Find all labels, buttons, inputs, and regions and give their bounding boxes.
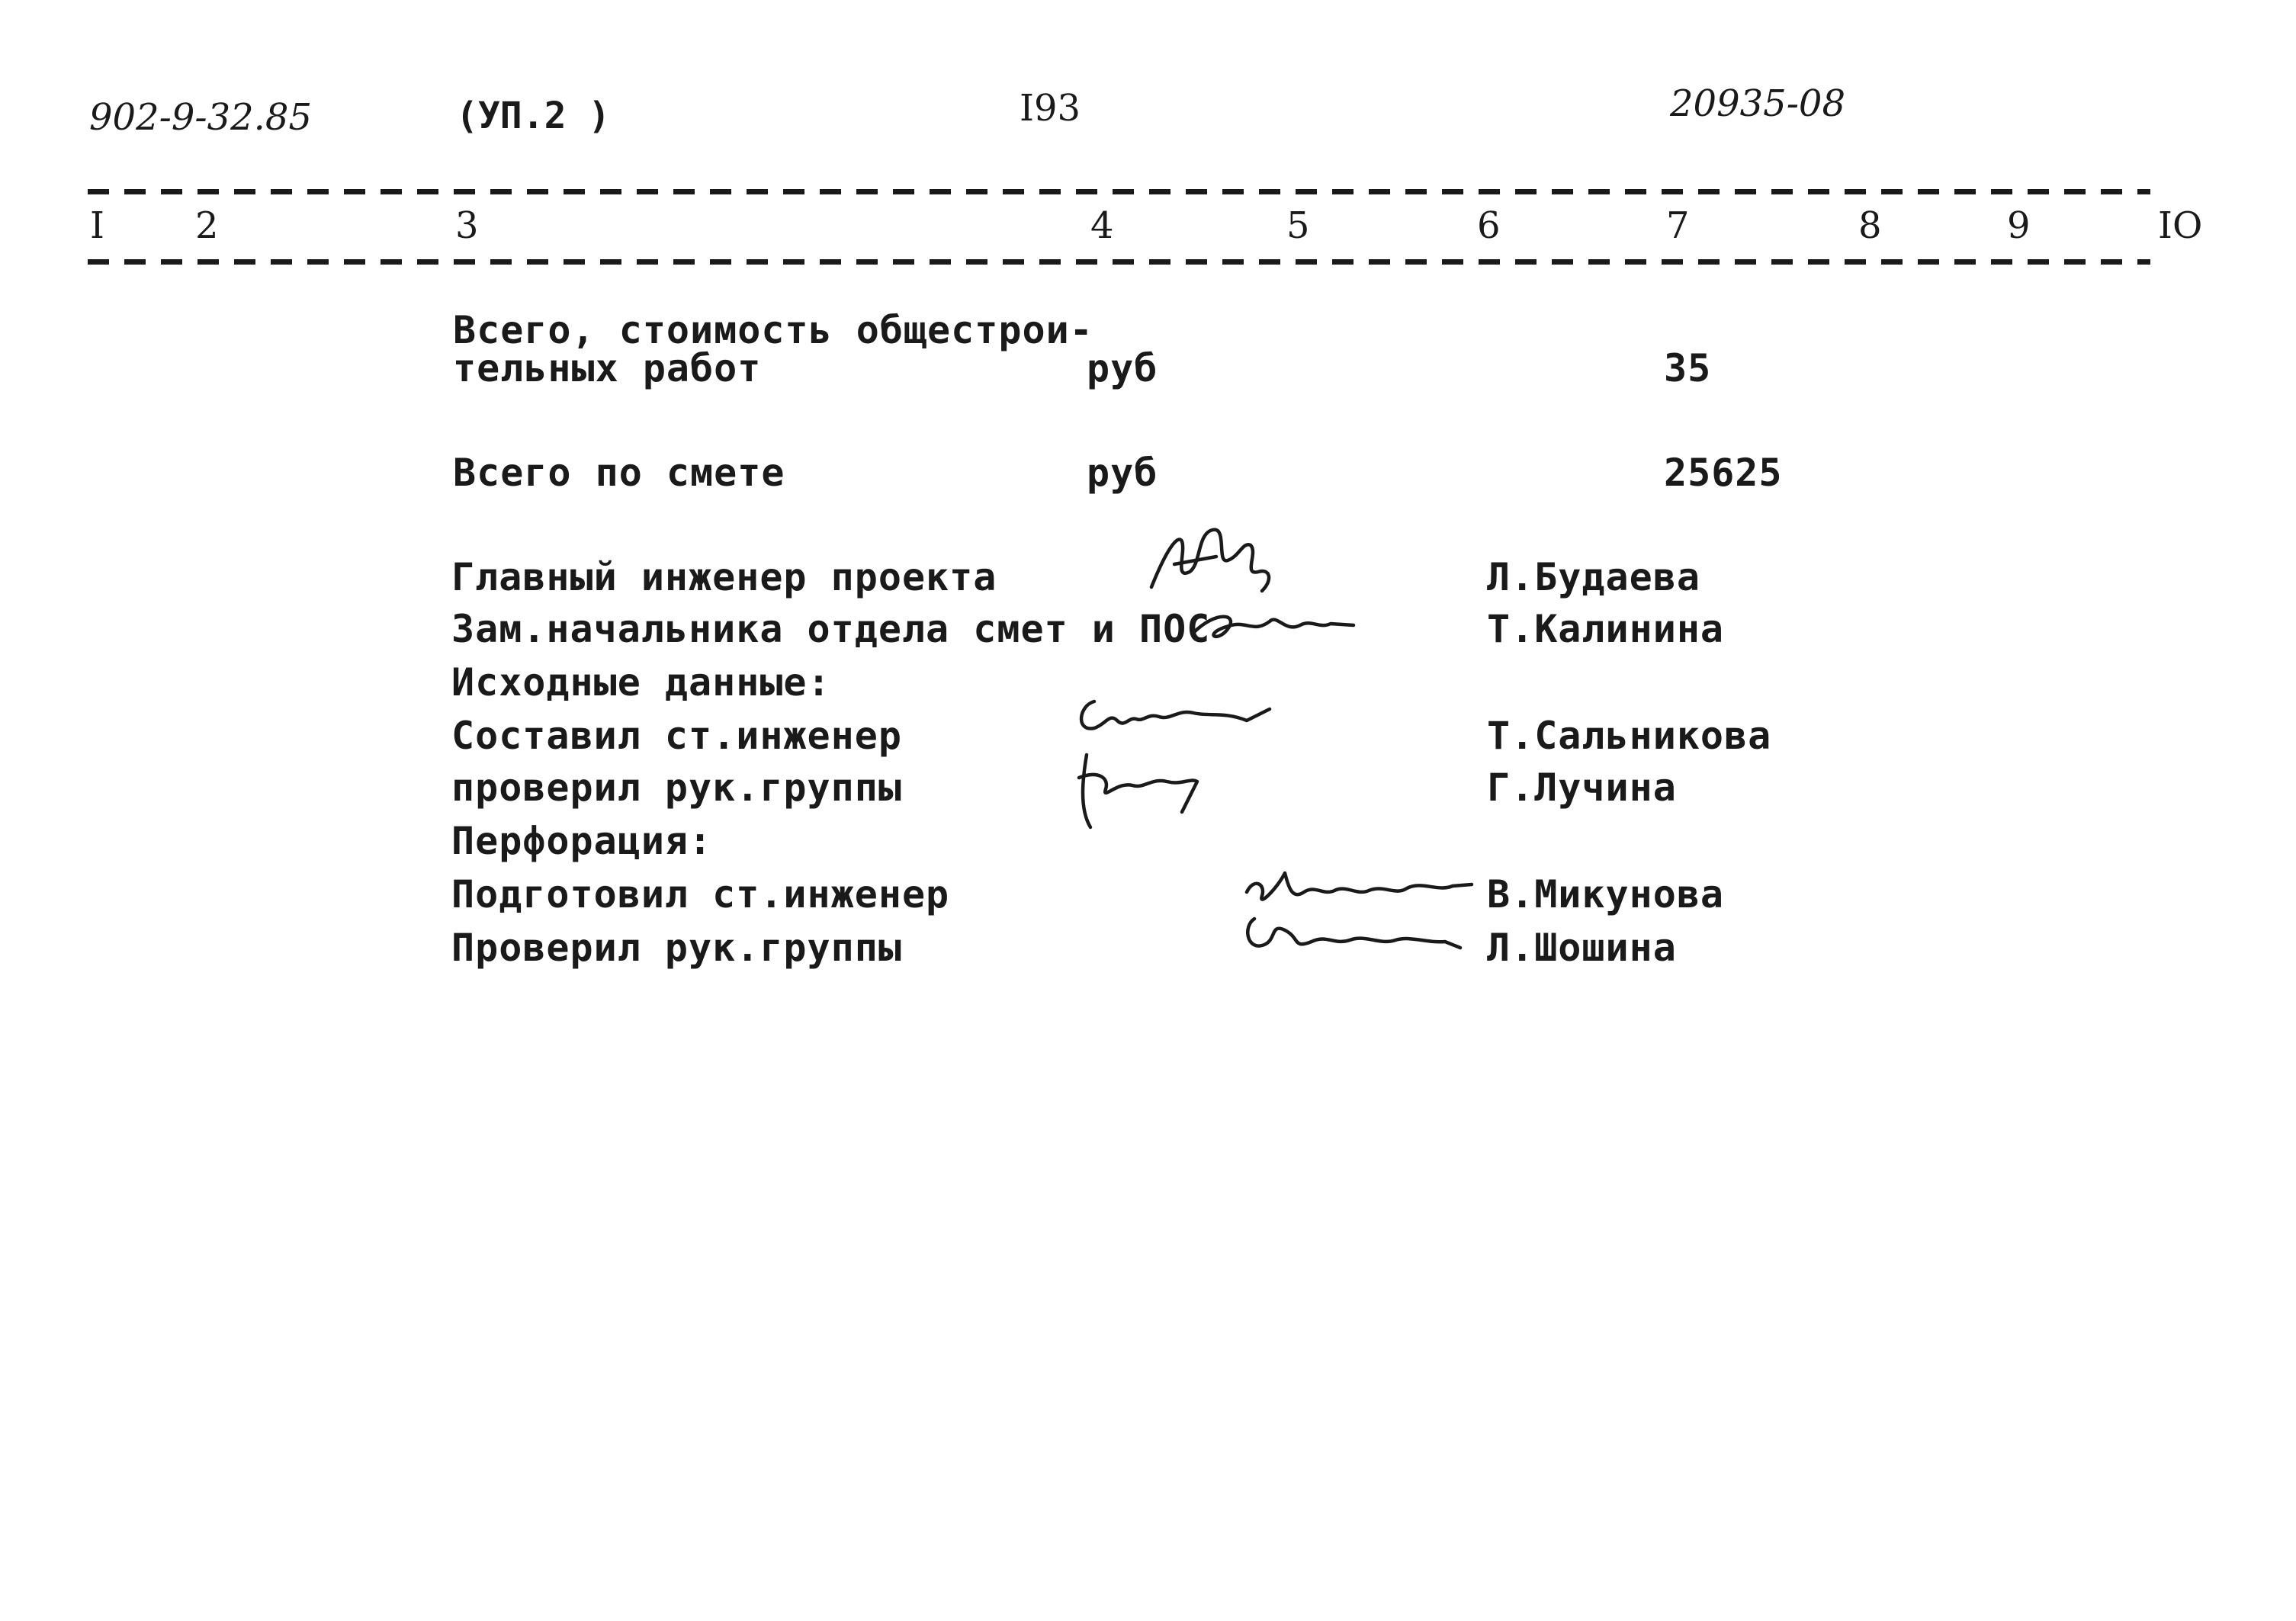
signatory-role: Проверил рук.группы: [451, 926, 902, 970]
signatory-role: Зам.начальника отдела смет и ПОС: [451, 607, 1211, 651]
signatory-name: Л.Шошина: [1487, 926, 1677, 970]
handwritten-signature: [1239, 862, 1483, 915]
page-number: I93: [1020, 87, 1081, 130]
signatory-name: Г.Лучина: [1487, 766, 1677, 810]
total-value: 35: [1664, 346, 1712, 390]
column-index: 9: [2007, 204, 2031, 247]
column-index: 4: [1090, 204, 1114, 247]
section-heading: Исходные данные:: [451, 660, 831, 705]
handwritten-signature: [1239, 911, 1468, 961]
registry-number: 20935-08: [1670, 82, 1845, 125]
section-heading: Перфорация:: [451, 819, 713, 863]
dashed-rule-top: [88, 189, 2150, 194]
total-label-line2: тельных работ: [453, 346, 762, 390]
column-index: 8: [1858, 204, 1882, 247]
column-index: 7: [1666, 204, 1690, 247]
signatory-role: проверил рук.группы: [451, 766, 902, 810]
dashed-rule-bottom: [88, 259, 2150, 265]
signatory-role: Составил ст.инженер: [451, 714, 902, 758]
signatory-role: Главный инженер проекта: [451, 555, 997, 599]
column-index: 2: [195, 204, 219, 247]
column-index: 6: [1477, 204, 1501, 247]
signatory-name: В.Микунова: [1487, 872, 1725, 916]
total-label-line1: Всего, стоимость общестрои-: [453, 308, 1093, 352]
signatory-name: Т.Сальникова: [1487, 714, 1772, 758]
album-code: (УП.2 ): [456, 95, 611, 137]
handwritten-signature: [1071, 690, 1293, 743]
document-number: 902-9-32.85: [89, 96, 313, 139]
total-unit: руб: [1087, 346, 1158, 390]
signatory-name: Л.Будаева: [1487, 555, 1700, 599]
handwritten-signature: [1186, 602, 1361, 648]
column-index: 3: [455, 204, 479, 247]
column-index: 5: [1286, 204, 1310, 247]
grand-total-unit: руб: [1087, 451, 1158, 495]
grand-total-label: Всего по смете: [453, 451, 785, 495]
column-index: IO: [2158, 204, 2203, 247]
handwritten-signature: [1068, 747, 1212, 835]
grand-total-value: 25625: [1664, 451, 1783, 495]
signatory-name: Т.Калинина: [1487, 607, 1725, 651]
handwritten-signature: [1144, 518, 1296, 602]
signatory-role: Подготовил ст.инженер: [451, 872, 950, 916]
column-index: I: [90, 204, 104, 247]
